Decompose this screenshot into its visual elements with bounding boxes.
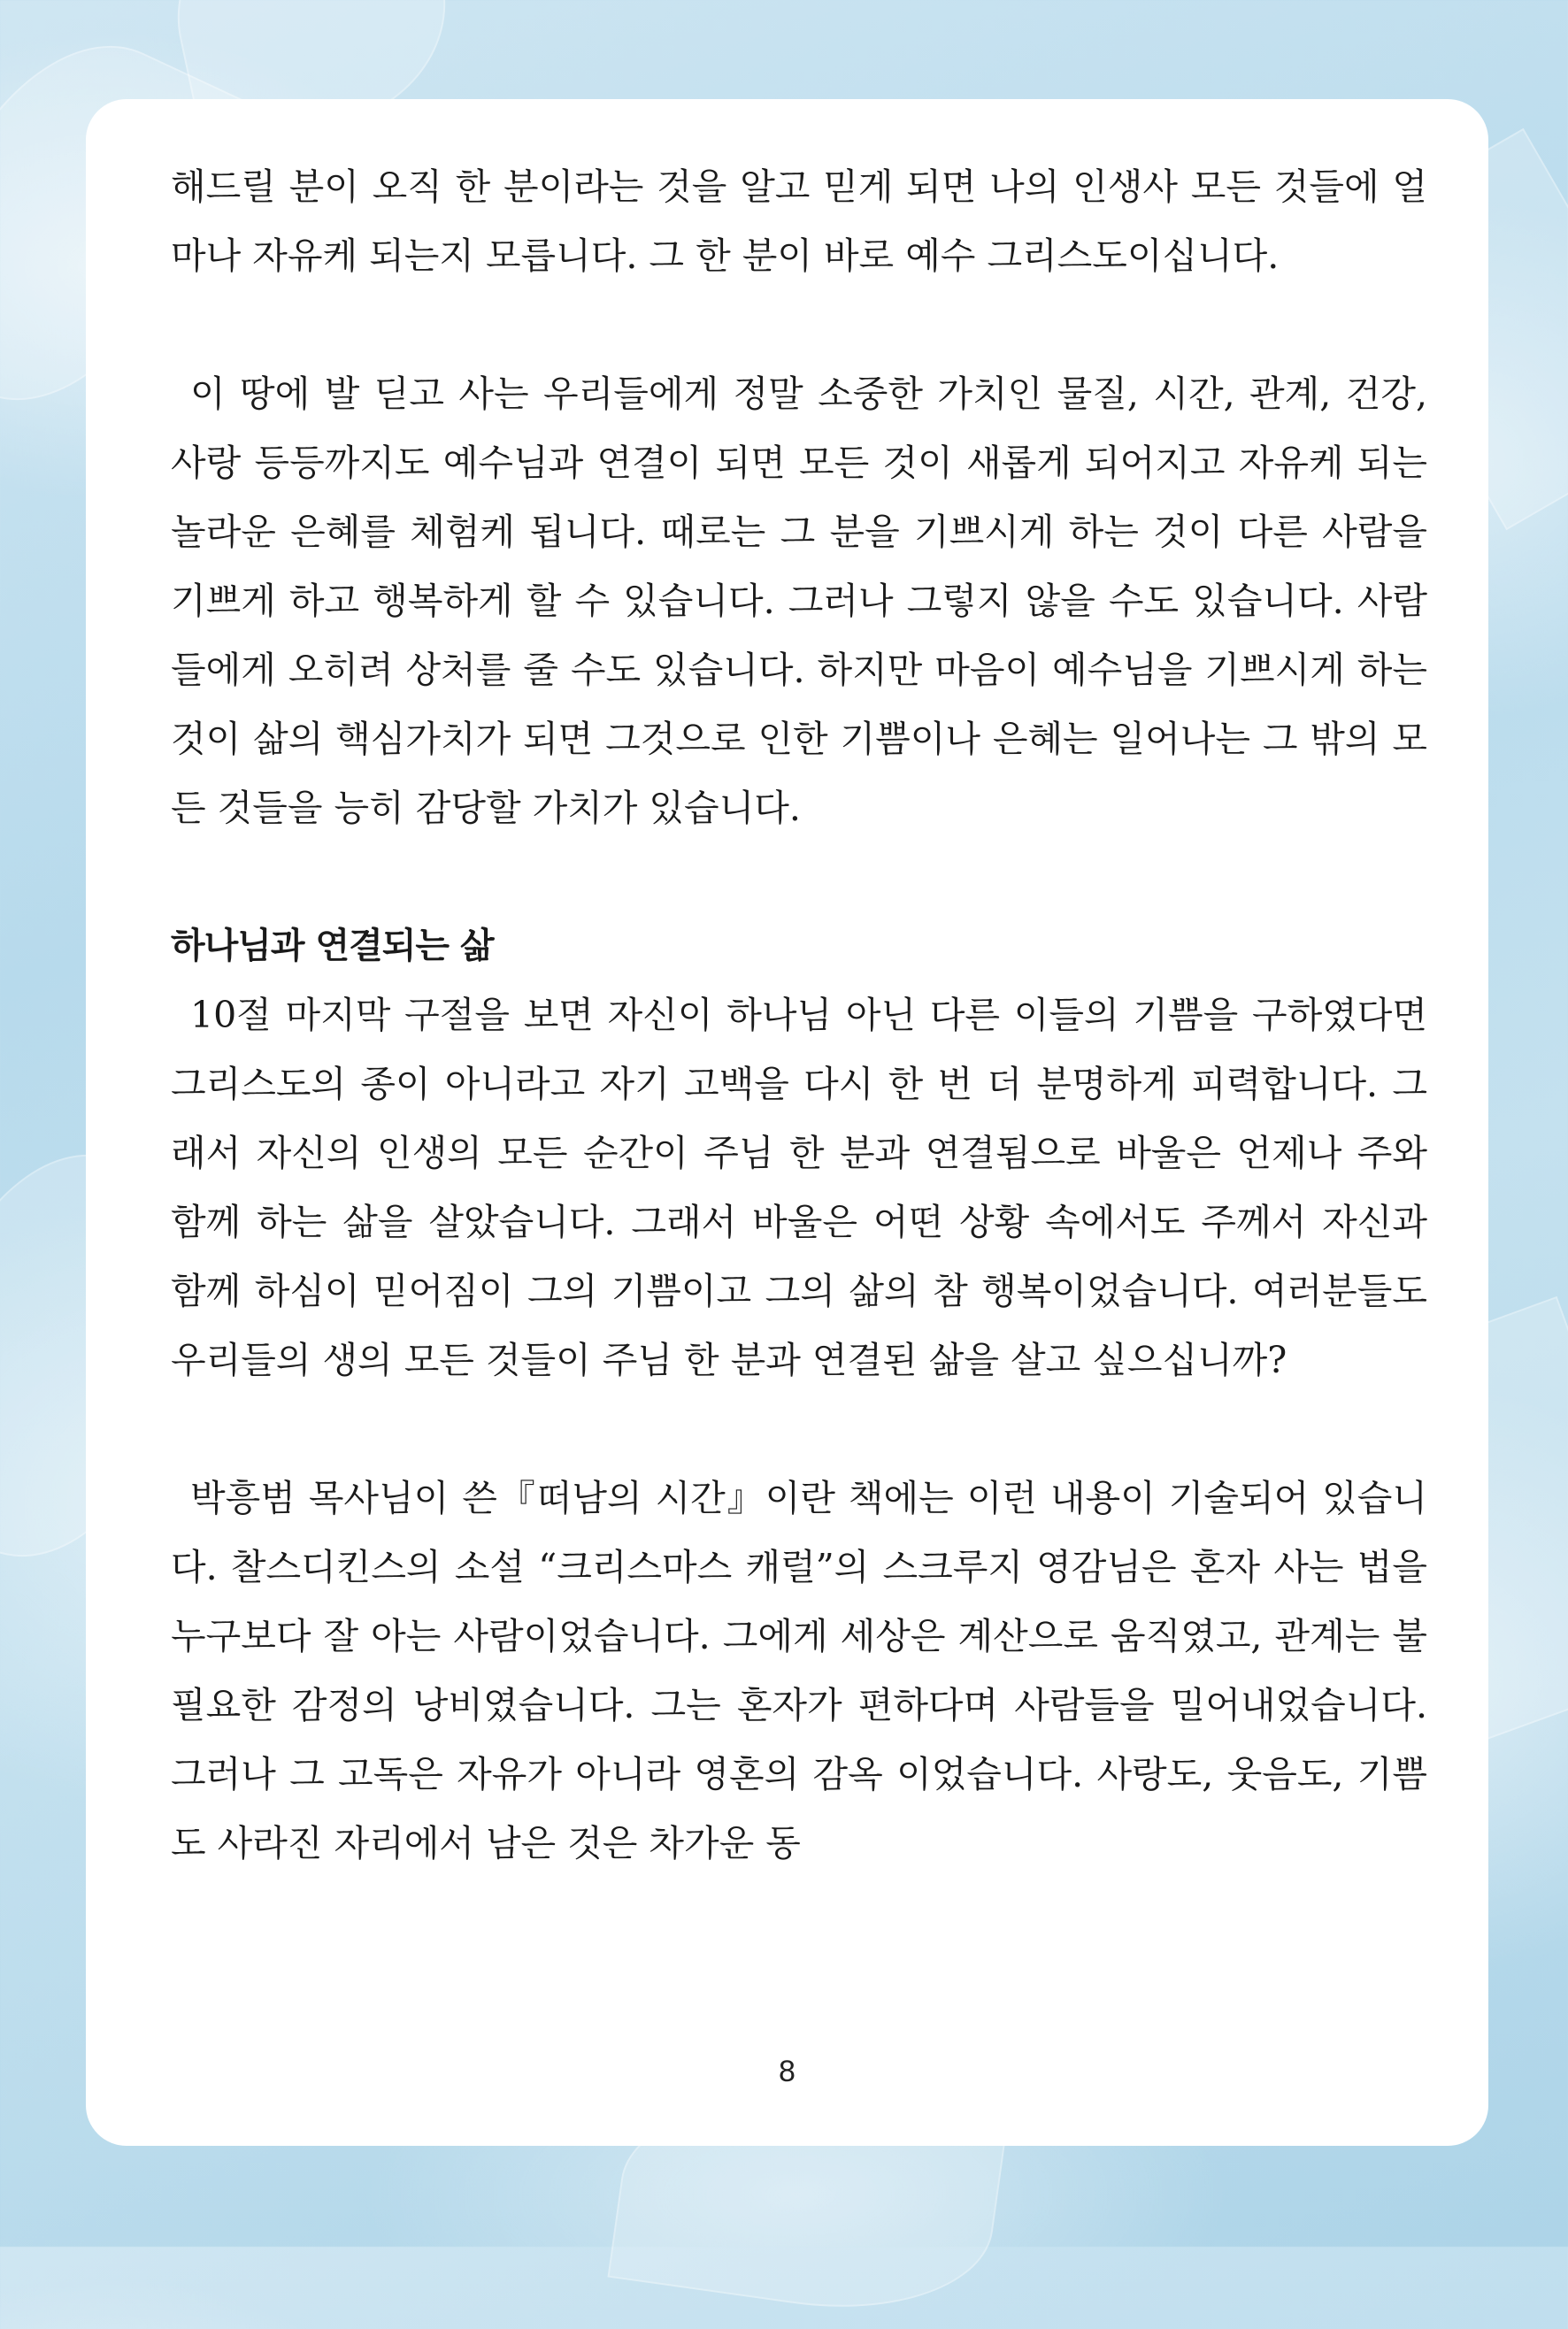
page-number: 8 [779, 2055, 796, 2088]
paragraph-4: 박흥범 목사님이 쓴『떠남의 시간』이란 책에는 이런 내용이 기술되어 있습니다. 찰스디킨스의 소설 “크리스마스 캐럴”의 스크루지 영감님은 혼자 사는 법을 누구보다 잘 아는 사람이었습니다. 그에게 세상은 계산으로 움직였고, 관계는 불필요한 감정의 낭비였습니다. 그는 혼자가 편하다며 사람들을 밀어내었습니다. 그러나 그 고독은 자유가 아니라 영혼의 감옥 이었습니다. 사랑도, 웃음도, 기쁨도 사라진 자리에서 남은 것은 차가운 동 [171, 1477, 1427, 1864]
paragraph-spacer [171, 290, 1427, 359]
paragraph-spacer [171, 1395, 1427, 1464]
page-card [86, 99, 1488, 2146]
paragraph-2: 이 땅에 발 딛고 사는 우리들에게 정말 소중한 가치인 물질, 시간, 관계, 건강, 사랑 등등까지도 예수님과 연결이 되면 모든 것이 새롭게 되어지고 자유케 되는 놀라운 은혜를 체험케 됩니다. 때로는 그 분을 기쁘시게 하는 것이 다른 사람을 기쁘게 하고 행복하게 할 수 있습니다. 그러나 그렇지 않을 수도 있습니다. 사람들에게 오히려 상처를 줄 수도 있습니다. 하지만 마음이 예수님을 기쁘시게 하는 것이 삶의 핵심가치가 되면 그것으로 인한 기쁨이나 은혜는 일어나는 그 밖의 모든 것들을 능히 감당할 가치가 있습니다. [171, 373, 1427, 829]
page-body [171, 152, 1427, 1878]
paragraph-spacer [171, 842, 1427, 911]
paragraph-3: 10절 마지막 구절을 보면 자신이 하나님 아닌 다른 이들의 기쁨을 구하였다면 그리스도의 종이 아니라고 자기 고백을 다시 한 번 더 분명하게 피력합니다. 그래서 자신의 인생의 모든 순간이 주님 한 분과 연결됨으로 바울은 언제나 주와 함께 하는 삶을 살았습니다. 그래서 바울은 어떤 상황 속에서도 주께서 자신과 함께 하심이 믿어짐이 그의 기쁨이고 그의 삶의 참 행복이었습니다. 여러분들도 우리들의 생의 모든 것들이 주님 한 분과 연결된 삶을 살고 싶으십니까? [171, 994, 1427, 1381]
section-heading: 하나님과 연결되는 삶 [171, 926, 494, 966]
paragraph-1: 해드릴 분이 오직 한 분이라는 것을 알고 믿게 되면 나의 인생사 모든 것들에 얼마나 자유케 되는지 모릅니다. 그 한 분이 바로 예수 그리스도이십니다. [171, 165, 1427, 277]
